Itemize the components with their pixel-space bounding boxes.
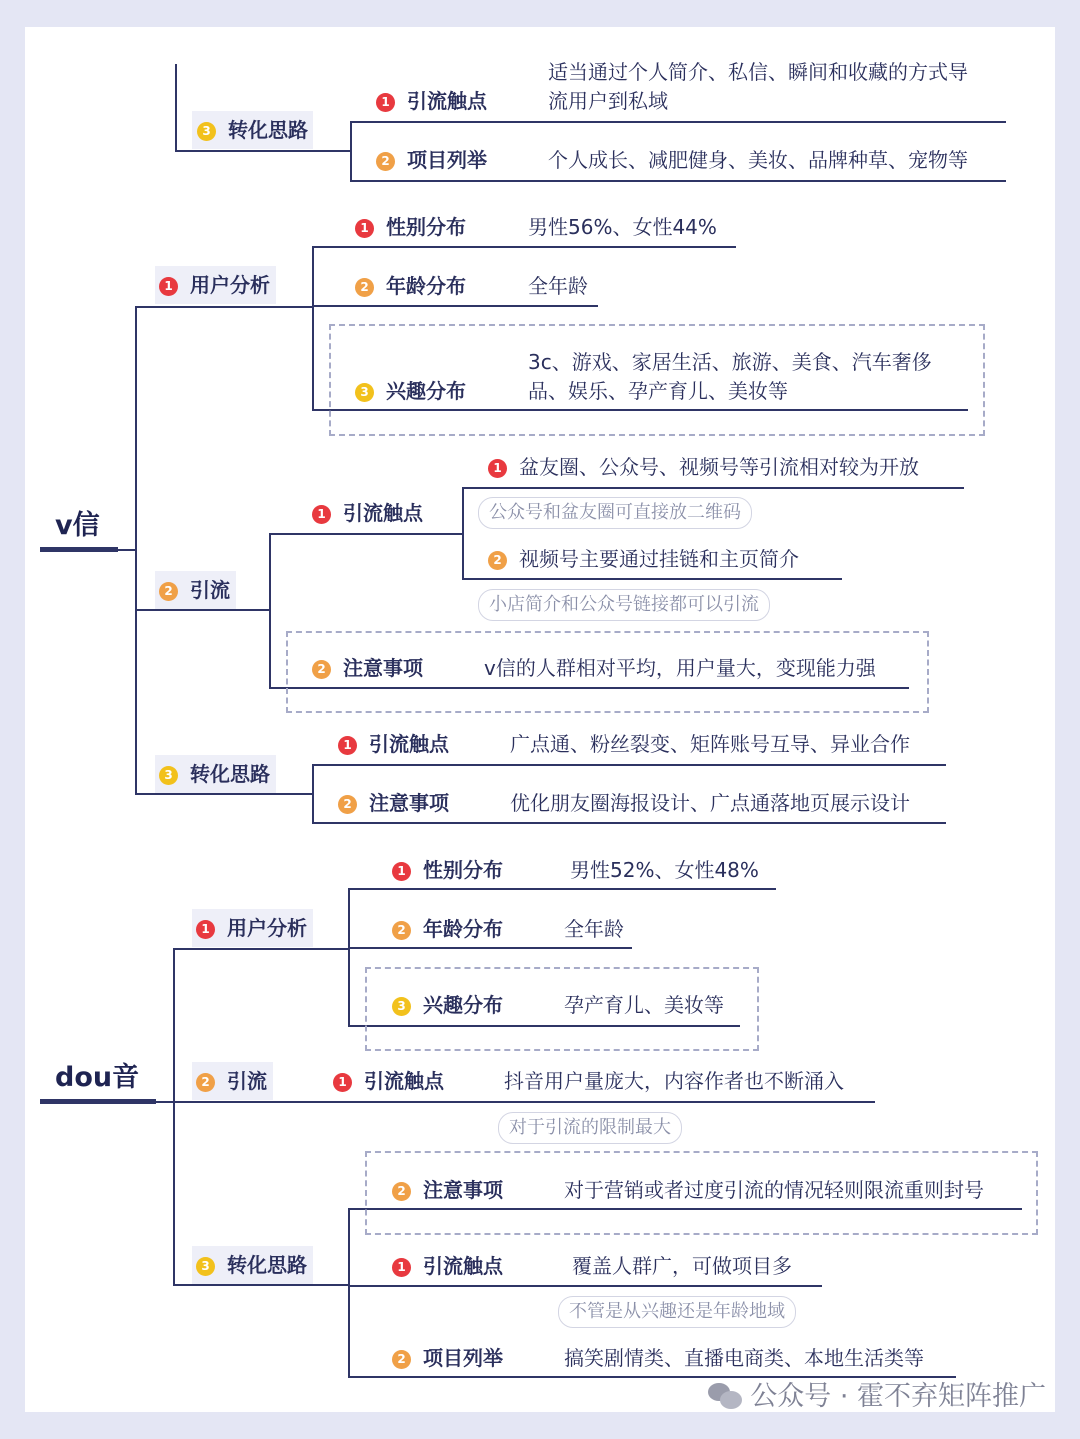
node-text: 个人成长、减肥健身、美妆、品牌种草、宠物等 xyxy=(548,148,968,172)
connector xyxy=(312,764,946,766)
connector xyxy=(462,487,964,489)
node-text: 流用户到私域 xyxy=(548,89,668,113)
badge-1: 1 xyxy=(159,277,178,296)
connector xyxy=(462,487,464,580)
connector xyxy=(350,121,1006,123)
node-notice xyxy=(338,790,449,816)
node-touchpoint xyxy=(376,88,487,114)
node-notice xyxy=(392,1177,503,1203)
node-label: 引流触点 xyxy=(364,1069,444,1093)
node-gender xyxy=(355,214,466,240)
badge-2: 2 xyxy=(355,278,374,297)
watermark-text: 公众号 · 霍不弃矩阵推广 xyxy=(750,1381,1046,1412)
connector xyxy=(312,246,314,411)
connector xyxy=(135,306,313,308)
branch-conversion xyxy=(155,755,276,793)
branch-label: 转化思路 xyxy=(190,762,270,786)
badge-1: 1 xyxy=(488,459,507,478)
connector xyxy=(173,948,175,1286)
node-touchpoint xyxy=(312,500,423,526)
branch-traffic xyxy=(192,1062,273,1100)
connector xyxy=(269,533,271,689)
connector xyxy=(173,1101,875,1103)
connector xyxy=(135,793,313,795)
node-text: 男性52%、女性48% xyxy=(570,858,759,882)
badge-1: 1 xyxy=(392,862,411,881)
node-projects xyxy=(392,1345,503,1371)
node-text: 男性56%、女性44% xyxy=(528,215,717,239)
node-label: 注意事项 xyxy=(343,656,423,680)
node-label: 项目列举 xyxy=(407,148,487,172)
title-underline xyxy=(40,547,118,552)
node-label: 引流触点 xyxy=(407,89,487,113)
node-text-content: 盆友圈、公众号、视频号等引流相对较为开放 xyxy=(519,455,919,479)
connector xyxy=(269,533,463,535)
badge-2: 2 xyxy=(338,795,357,814)
title-underline xyxy=(40,1099,156,1104)
node-interest xyxy=(392,992,503,1018)
badge-2: 2 xyxy=(159,582,178,601)
badge-2: 2 xyxy=(488,551,507,570)
badge-3: 3 xyxy=(392,997,411,1016)
node-label: 注意事项 xyxy=(423,1178,503,1202)
branch-label: 引流 xyxy=(227,1069,267,1093)
node-touchpoint xyxy=(333,1068,444,1094)
node-label: 兴趣分布 xyxy=(386,379,466,403)
connector xyxy=(312,305,598,307)
node-age xyxy=(392,916,503,942)
node-text: 3c、游戏、家居生活、旅游、美食、汽车奢侈 xyxy=(528,350,932,374)
node-gender xyxy=(392,857,503,883)
connector xyxy=(348,1208,350,1378)
connector xyxy=(462,578,842,580)
node-touchpoint xyxy=(338,731,449,757)
connector xyxy=(312,764,314,824)
node-label: 项目列举 xyxy=(423,1346,503,1370)
douyin-title: dou音 xyxy=(55,1062,140,1093)
badge-1: 1 xyxy=(355,219,374,238)
badge-1: 1 xyxy=(333,1073,352,1092)
branch-user-analysis xyxy=(155,266,276,304)
branch-traffic xyxy=(155,571,236,609)
branch-label: 转化思路 xyxy=(227,1253,307,1277)
node-text xyxy=(488,546,799,572)
note-pill: 不管是从兴趣还是年龄地域 xyxy=(558,1296,796,1328)
branch-label: 引流 xyxy=(190,578,230,602)
node-age xyxy=(355,273,466,299)
node-text: 对于营销或者过度引流的情况轻则限流重则封号 xyxy=(564,1178,984,1202)
badge-2: 2 xyxy=(392,1182,411,1201)
badge-3: 3 xyxy=(355,383,374,402)
node-text: 适当通过个人简介、私信、瞬间和收藏的方式导 xyxy=(548,60,968,84)
wechat-icon xyxy=(708,1381,742,1409)
branch-label: 转化思路 xyxy=(228,118,308,142)
branch-label: 用户分析 xyxy=(190,273,270,297)
connector xyxy=(135,609,270,611)
badge-2: 2 xyxy=(312,660,331,679)
badge-3: 3 xyxy=(159,766,178,785)
node-text: 广点通、粉丝裂变、矩阵账号互导、异业合作 xyxy=(510,732,910,756)
badge-1: 1 xyxy=(338,736,357,755)
branch-conversion xyxy=(192,1246,313,1284)
connector xyxy=(348,888,776,890)
node-text: 全年龄 xyxy=(564,917,624,941)
node-text: v信的人群相对平均，用户量大，变现能力强 xyxy=(484,656,876,680)
connector xyxy=(173,1284,349,1286)
connector xyxy=(175,150,351,152)
node-label: 年龄分布 xyxy=(423,917,503,941)
note-pill: 公众号和盆友圈可直接放二维码 xyxy=(478,497,752,529)
node-text xyxy=(488,454,919,480)
connector xyxy=(350,121,352,182)
connector xyxy=(350,180,1006,182)
node-text: 覆盖人群广，可做项目多 xyxy=(572,1254,792,1278)
node-label: 引流触点 xyxy=(369,732,449,756)
wechat-title: v信 xyxy=(55,510,100,541)
badge-1: 1 xyxy=(376,93,395,112)
node-label: 年龄分布 xyxy=(386,274,466,298)
node-text: 搞笑剧情类、直播电商类、本地生活类等 xyxy=(564,1346,924,1370)
branch-label: 用户分析 xyxy=(227,916,307,940)
node-label: 注意事项 xyxy=(369,791,449,815)
badge-2: 2 xyxy=(196,1073,215,1092)
note-pill: 对于引流的限制最大 xyxy=(498,1112,682,1144)
connector xyxy=(135,306,137,795)
connector xyxy=(348,1285,822,1287)
connector xyxy=(312,246,736,248)
badge-2: 2 xyxy=(376,152,395,171)
node-text: 孕产育儿、美妆等 xyxy=(564,993,724,1017)
badge-1: 1 xyxy=(392,1258,411,1277)
node-label: 兴趣分布 xyxy=(423,993,503,1017)
node-touchpoint xyxy=(392,1253,503,1279)
node-text: 全年龄 xyxy=(528,274,588,298)
node-label: 引流触点 xyxy=(423,1254,503,1278)
node-text-content: 视频号主要通过挂链和主页简介 xyxy=(519,547,799,571)
badge-3: 3 xyxy=(196,1257,215,1276)
connector xyxy=(175,64,177,152)
badge-2: 2 xyxy=(392,921,411,940)
connector xyxy=(173,948,349,950)
node-label: 性别分布 xyxy=(423,858,503,882)
badge-3: 3 xyxy=(197,122,216,141)
node-interest xyxy=(355,378,466,404)
connector xyxy=(118,549,136,551)
badge-2: 2 xyxy=(392,1350,411,1369)
connector xyxy=(312,822,946,824)
node-label: 性别分布 xyxy=(386,215,466,239)
branch-user-analysis xyxy=(192,909,313,947)
connector xyxy=(348,947,632,949)
watermark xyxy=(708,1374,1046,1413)
node-text: 品、娱乐、孕产育儿、美妆等 xyxy=(528,379,788,403)
node-label: 引流触点 xyxy=(343,501,423,525)
node-text: 抖音用户量庞大，内容作者也不断涌入 xyxy=(504,1069,844,1093)
node-notice xyxy=(312,655,423,681)
note-pill: 小店简介和公众号链接都可以引流 xyxy=(478,589,770,621)
connector xyxy=(348,888,350,1027)
badge-1: 1 xyxy=(196,920,215,939)
node-text: 优化朋友圈海报设计、广点通落地页展示设计 xyxy=(510,791,910,815)
branch-conversion-label xyxy=(192,111,313,149)
node-projects xyxy=(376,147,487,173)
badge-1: 1 xyxy=(312,505,331,524)
